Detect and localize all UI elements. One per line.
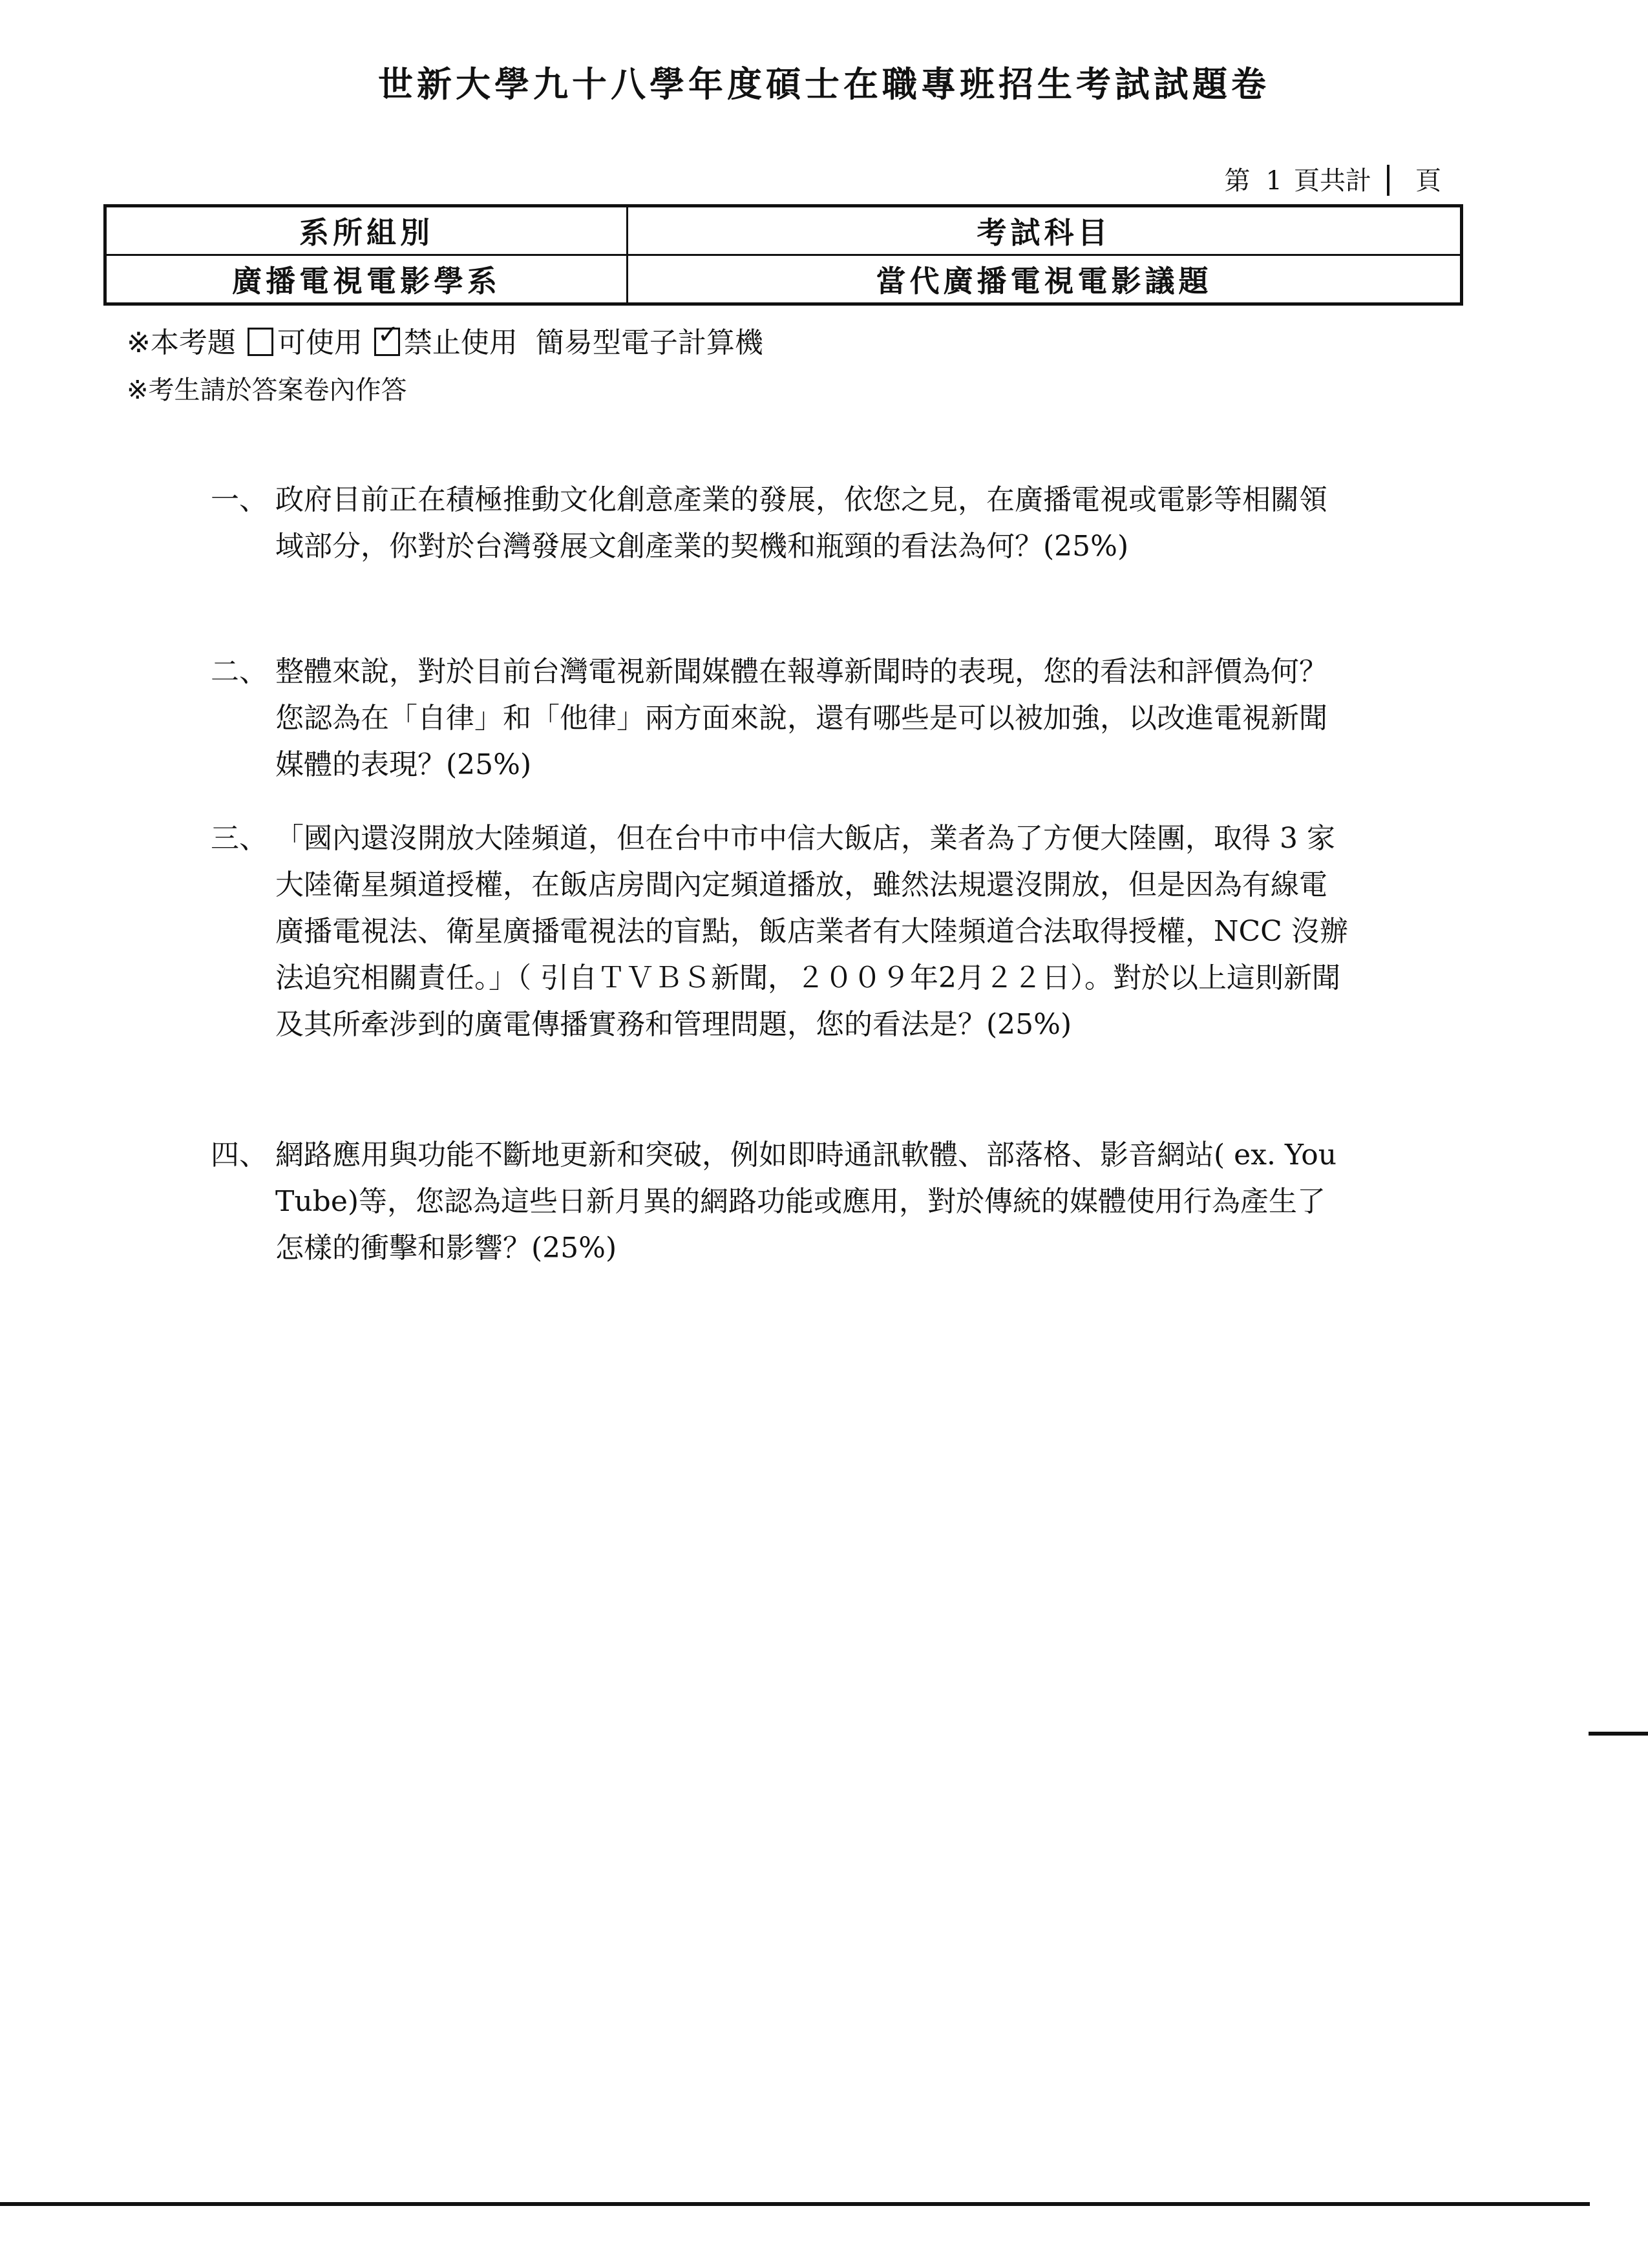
department-value: 廣播電視電影學系 [105, 255, 628, 304]
page-info-prefix: 第 [1224, 166, 1251, 196]
exam-title: 世新大學九十八學年度碩士在職專班招生考試試題卷 [378, 63, 1270, 105]
question-number: 四、 [211, 1139, 268, 1171]
subject-value: 當代廣播電視電影議題 [628, 255, 1462, 304]
bottom-rule [0, 2202, 1590, 2206]
page-number: 1 [1265, 166, 1282, 196]
header-row [105, 206, 1462, 255]
subject-header: 考試科目 [628, 206, 1462, 255]
question-2 [211, 649, 1348, 788]
calculator-notice [127, 319, 763, 361]
value-row [105, 255, 1462, 304]
question-text: 整體來說，對於目前台灣電視新聞媒體在報導新聞時的表現，您的看法和評價為何？您認為在「自律」和「他律」兩方面來說，還有哪些是可以被加強，以改進電視新聞媒體的表現？(25%) [275, 655, 1327, 781]
question-4 [211, 1132, 1348, 1272]
scan-edge-mark [1589, 1732, 1648, 1736]
department-header: 系所組別 [105, 206, 628, 255]
question-number: 二、 [211, 655, 268, 688]
forbidden-label: 禁止使用 [403, 326, 518, 359]
question-number: 一、 [211, 483, 268, 516]
question-3 [211, 815, 1348, 1048]
forbidden-checkbox[interactable] [374, 320, 400, 356]
allowed-checkbox[interactable] [248, 328, 273, 356]
question-1 [211, 477, 1348, 570]
question-number: 三、 [211, 822, 268, 855]
exam-header-table [103, 204, 1463, 306]
question-text: 「國內還沒開放大陸頻道，但在台中市中信大飯店，業者為了方便大陸團，取得 3 家大陸衛星頻道授權，在飯店房間內定頻道播放，雖然法規還沒開放，但是因為有線電廣播電視法、衛星廣播電視法的盲點，飯店業者有大陸頻道合法取得授權，NCC 沒辦法追究相關責任。」（ 引自ＴＶＢＳ新聞，２００９年2月２２日）。對於以上這則新聞及其所牽涉到的廣電傳播實務和管理問題，您的看法是？(25%) [275, 822, 1348, 1041]
calculator-notice-suffix: 簡易型電子計算機 [535, 326, 763, 359]
calculator-notice-prefix: ※本考題 [127, 326, 236, 359]
page-info-middle: 頁共計 [1294, 166, 1371, 196]
page-info [1225, 160, 1441, 197]
answer-sheet-notice: ※考生請於答案卷內作答 [127, 375, 407, 405]
page-total-blank [1387, 165, 1389, 196]
question-text: 網路應用與功能不斷地更新和突破，例如即時通訊軟體、部落格、影音網站( ex. You Tube)等，您認為這些日新月異的網路功能或應用，對於傳統的媒體使用行為產生了怎樣的衝擊和影響？(25%) [275, 1139, 1337, 1265]
question-text: 政府目前正在積極推動文化創意產業的發展，依您之見，在廣播電視或電影等相關領域部分，你對於台灣發展文創產業的契機和瓶頸的看法為何？(25%) [275, 483, 1327, 563]
check-mark-icon: ✓ [377, 320, 399, 350]
page-info-suffix: 頁 [1415, 166, 1441, 196]
allowed-label: 可使用 [277, 326, 363, 359]
